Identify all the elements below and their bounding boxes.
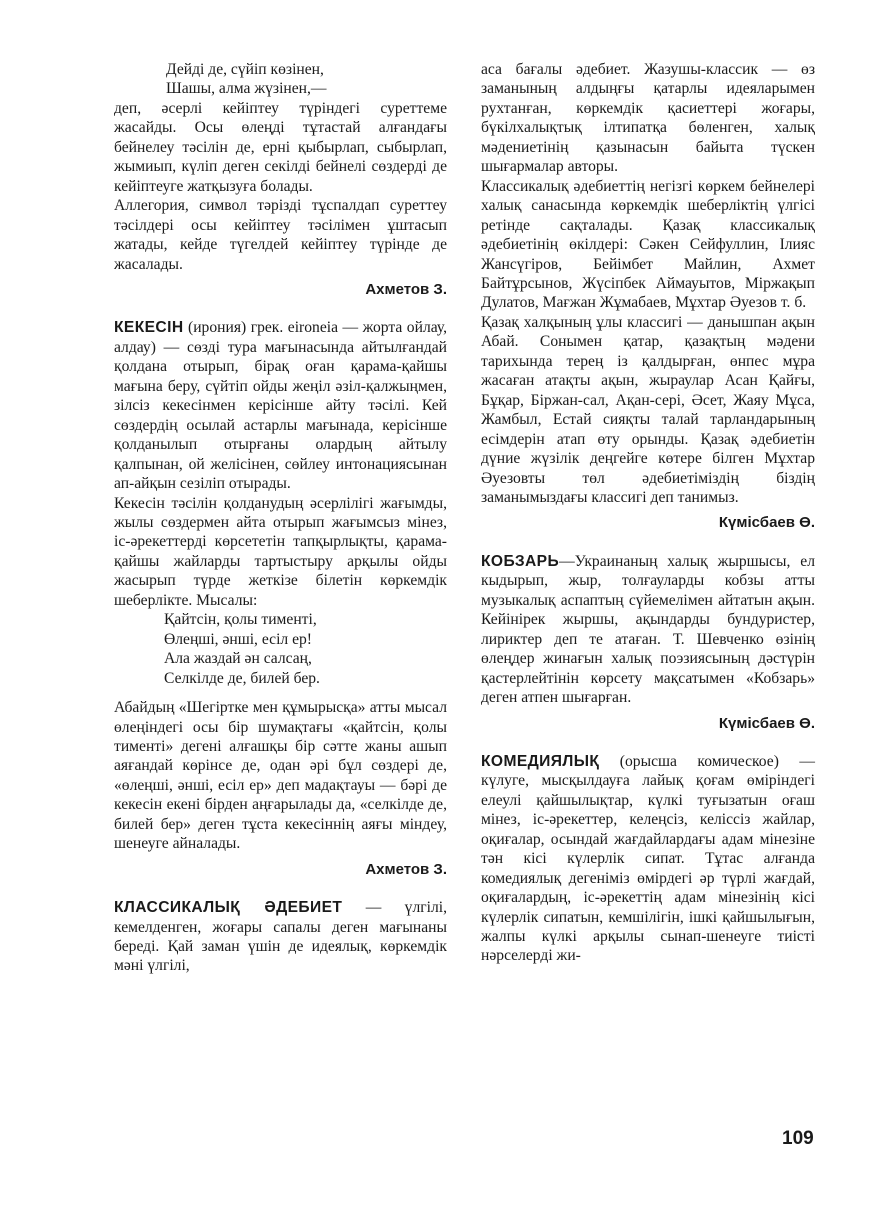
- entry-heading: КЛАССИКАЛЫҚ ӘДЕБИЕТ: [114, 899, 343, 917]
- entry-heading: КЕКЕСІН: [114, 319, 184, 337]
- paragraph: Абайдың «Шегіртке мен құмырысқа» атты мысал өлеңіндегі осы бір шумақтағы «қайтсін, қолы тиментi» дегені алғашқы бір сәтте жаны ашып аяғандай көрінсе де, одан әрі бұл сөздері де, «өлеңші, әнші, есіл ер» деп мадақтауы — бәрі де кекесін екені бірден аңғарылады да, «селкілде де, билей бер» деген тұста кекесіннің аяғы міндеу, шенеуге айналады.: [114, 699, 447, 853]
- entry-kekesin: [114, 318, 447, 493]
- paragraph: Аллегория, символ тәрізді тұспалдап суреттеу тәсілдері осы кейіптеу тәсілімен ұштасып жатады, кейде түгелдей кейіптеу түрінде де жасалады.: [114, 197, 447, 273]
- entry-klassikalyk: [114, 898, 447, 976]
- author-signature: Ахметов З.: [365, 280, 447, 298]
- entry-text: (орысша комическое) — күлуге, мысқылдауға лайық қоғам өміріндегі елеулі қайшылықтар, күлкі туғызатын оғаш мінез, іс-әрекеттер, келеңсіз, келіссіз жайлар, оқиғалар, осындай жағдайлардағы адам мінезіне тән кісі күлерлік сипат. Тұтас алғанда комедиялық дегеніміз өмірдегі әр түрлі жағдай, оқиғалардың, іс-әрекеттің адам мінезінің кісі күлерлік сипатын, кемшілігін, ішкі қайшылығын, жалпы күлкі арқылы сынап-шенеуге тиісті нәрселерді жи-: [481, 752, 815, 965]
- left-column: [114, 60, 447, 976]
- verse-top: [114, 60, 447, 99]
- paragraph: аса бағалы әдебиет. Жазушы-классик — өз заманының алдыңғы қатарлы идеяларымен рухтанған, көркемдік қасиеттері жоғары, бүкілхалықтық ілтипатқа бөленген, халық мәдениетінің қазынасын байыта түскен шығармалар авторы.: [481, 61, 815, 176]
- entry-heading: КОБЗАРЬ: [481, 552, 560, 570]
- author-signature: Ахметов З.: [365, 860, 447, 878]
- page-number: 109: [782, 1128, 814, 1149]
- verse-abai: [114, 610, 447, 688]
- verse-line: Шашы, алма жүзінен,—: [166, 80, 327, 98]
- author-signature: Күмісбаев Ө.: [718, 714, 815, 732]
- entry-komediyalyk: [481, 752, 815, 966]
- entry-heading: КОМЕДИЯЛЫҚ: [481, 752, 600, 770]
- author-signature: Күмісбаев Ө.: [718, 514, 815, 532]
- verse-line: Өлеңші, әнші, есіл ер!: [164, 630, 313, 648]
- verse-line: Селкілде де, билей бер.: [164, 669, 320, 687]
- entry-text: —Украинаның халық жыршысы, ел кыдырып, жыр, толғауларды кобзы атты музыкалық аспаптың сүйемелімен айтатын ақын. Кейінірек жыршы, ақындарды бундуристер, лириктер деп те атаған. Т. Шевченко өзінің өлеңдер жинағын халық поэзиясының дәстүрін қастерлейтінін көрсету мақсатымен «Кобзарь» деген атпен шығарған.: [481, 552, 815, 707]
- paragraph: Қазақ халқының ұлы классигі — данышпан ақын Абай. Сонымен қатар, қазақтың мәдени тарихында терең із қалдырған, өнпес мұра жасаған атақты ақын, жыраулар Асан Қайғы, Бұқар, Біржан-сал, Ақан-сері, Әсет, Жаяу Мұса, Жамбыл, Естай сияқты талай тарландарының есімдерін атап өту орынды. Қазақ әдебиетін дүние жүзілік деңгейге көтере білген Мұхтар Әуезовты төл әдебиетіміздің біздің заманымыздағы классигі деп танимыз.: [481, 313, 815, 506]
- right-column: [481, 60, 815, 966]
- paragraph: Кекесін тәсілін қолданудың әсерлілігі жағымды, жылы сөздермен айта отырып жағымсыз мінез, іс-әрекеттерді көрсететін тапқырлықты, қарама-қайшы жайларды тартыстыру арқылы ойды жасырып түрде жеткізе білетін көркемдік шеберлікте. Мысалы:: [114, 494, 447, 609]
- entry-kobzar: [481, 552, 815, 708]
- entry-text: (ирония) грек. eironeia — жорта ойлау, алдау) — сөзді тура мағынасында айтылғандай қолдана отырып, бірақ оған қарама-қайшы мағына беру, сүйтіп ойды жеңіл әзіл-қалжыңмен, зілсіз кекесінмен керісінше айту тәсілі. Кей сөздердің осылай астарлы мағынада, керісінше қолданылып отырғаны олардың айтылу қалпынан, ой желісінен, сөйлеу интонациясынан ап-айқын сезіліп отырады.: [114, 319, 447, 493]
- verse-line: Ала жаздай ән салсаң,: [164, 650, 312, 668]
- paragraph: Классикалық әдебиеттің негізгі көркем бейнелері халық санасында көркемдік шеберліктің үлгісі ретінде сақталады. Қазақ классикалық әдебиетінің өкілдері: Сәкен Сейфуллин, Ілияс Жансүгіров, Бейімбет Майлин, Ахмет Байтұрсынов, Жүсіпбек Аймауытов, Міржақып Дулатов, Мағжан Жұмабаев, Мұхтар Әуезов т. б.: [481, 177, 815, 312]
- verse-line: Дейді де, сүйіп көзінен,: [166, 61, 324, 78]
- paragraph: деп, әсерлі кейіптеу түріндегі суреттеме жасайды. Осы өлеңді тұтастай алғандағы бейнелеу тәсілін де, ерні қыбырлап, сыбырлап, жымиып, күліп деген секілді бейнелі сөздерді де кейіптеуге жатқызуға болады.: [114, 99, 447, 195]
- verse-line: Қайтсін, қолы тиментi,: [164, 611, 317, 629]
- entry-text: — үлгілі, кемелденген, жоғары сапалы деген мағынаны береді. Қай заман үшін де идеялық, көркемдік мәні үлгілі,: [114, 899, 447, 975]
